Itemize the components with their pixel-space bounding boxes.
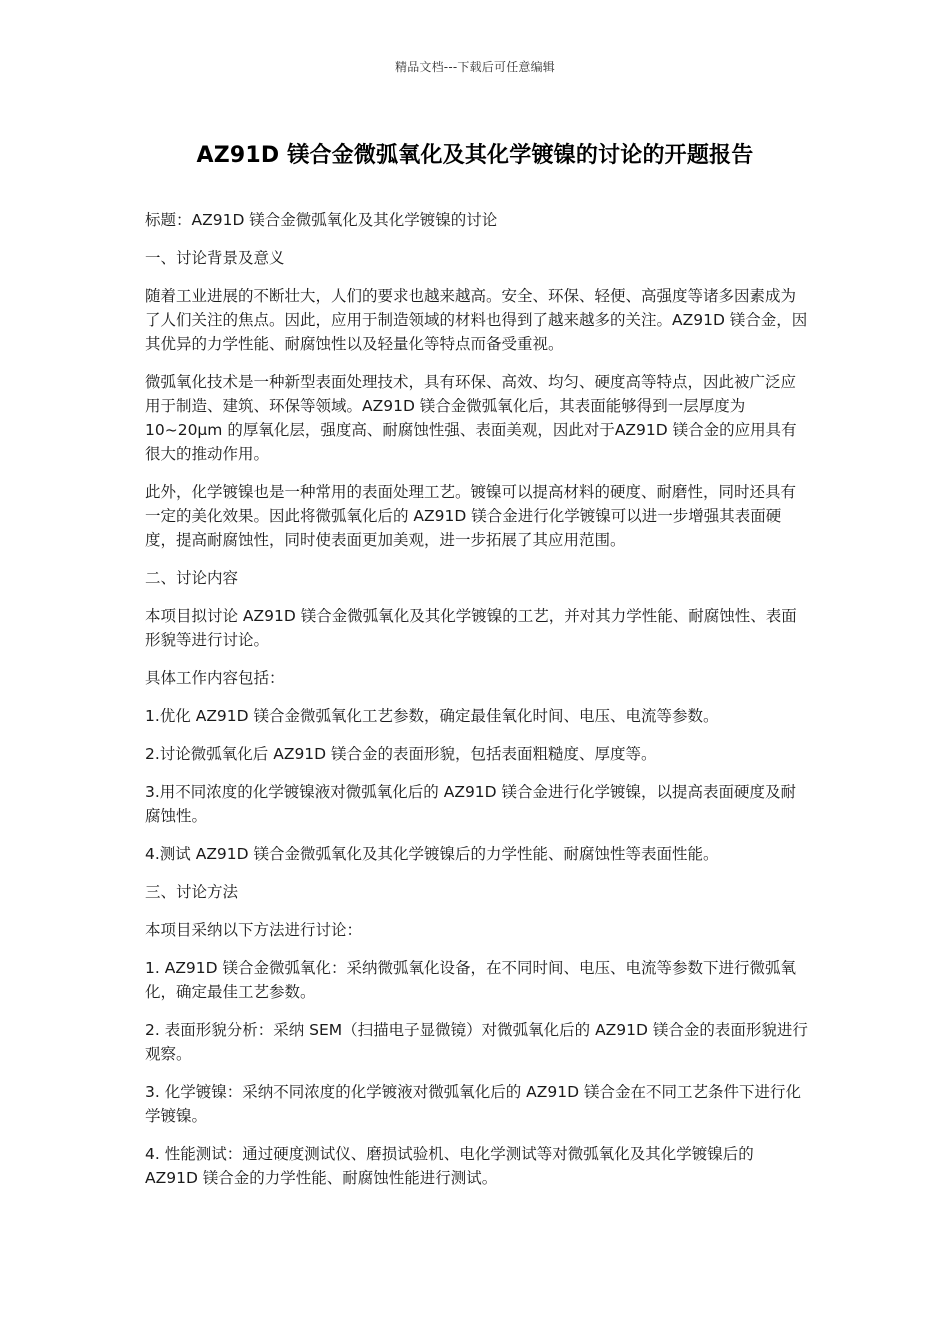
list-item-work-1: 1.优化 AZ91D 镁合金微弧氧化工艺参数，确定最佳氧化时间、电压、电流等参数。 (145, 707, 719, 725)
list-item-method-2: 2. 表面形貌分析：采纳 SEM（扫描电子显微镜）对微弧氧化后的 AZ91D 镁合金的表面形貌进行观察。 (145, 1021, 808, 1063)
paragraph-methods-intro: 本项目采纳以下方法进行讨论： (145, 921, 363, 939)
document-body (145, 208, 810, 1204)
list-item-method-3: 3. 化学镀镍：采纳不同浓度的化学镀液对微弧氧化后的 AZ91D 镁合金在不同工艺条件下进行化学镀镍。 (145, 1083, 801, 1125)
paragraph-background-2: 微弧氧化技术是一种新型表面处理技术，具有环保、高效、均匀、硬度高等特点，因此被广泛应用于制造、建筑、环保等领域。AZ91D 镁合金微弧氧化后，其表面能够得到一层厚度为 10~20μm 的厚氧化层，强度高、耐腐蚀性强、表面美观，因此对于AZ91D 镁合金的应用具有很大的推动作用。 (145, 373, 797, 463)
section-heading-background: 一、讨论背景及意义 (145, 249, 285, 267)
list-item-method-4: 4. 性能测试：通过硬度测试仪、磨损试验机、电化学测试等对微弧氧化及其化学镀镍后的 AZ91D 镁合金的力学性能、耐腐蚀性能进行测试。 (145, 1145, 754, 1187)
header-note: 精品文档---下载后可任意编辑 (395, 60, 555, 74)
paragraph-background-1: 随着工业进展的不断壮大，人们的要求也越来越高。安全、环保、轻便、高强度等诸多因素成为了人们关注的焦点。因此，应用于制造领域的材料也得到了越来越多的关注。AZ91D 镁合金，因其优异的力学性能、耐腐蚀性以及轻量化等特点而备受重视。 (145, 287, 808, 353)
document-title: AZ91D 镁合金微弧氧化及其化学镀镍的讨论的开题报告 (196, 143, 754, 168)
list-item-work-4: 4.测试 AZ91D 镁合金微弧氧化及其化学镀镍后的力学性能、耐腐蚀性等表面性能。 (145, 845, 719, 863)
paragraph-content-intro: 本项目拟讨论 AZ91D 镁合金微弧氧化及其化学镀镍的工艺，并对其力学性能、耐腐蚀性、表面形貌等进行讨论。 (145, 607, 797, 649)
paragraph-background-3: 此外，化学镀镍也是一种常用的表面处理工艺。镀镍可以提高材料的硬度、耐磨性，同时还具有一定的美化效果。因此将微弧氧化后的 AZ91D 镁合金进行化学镀镍可以进一步增强其表面硬度，提高耐腐蚀性，同时使表面更加美观，进一步拓展了其应用范围。 (145, 483, 797, 549)
list-item-work-3: 3.用不同浓度的化学镀镍液对微弧氧化后的 AZ91D 镁合金进行化学镀镍，以提高表面硬度及耐腐蚀性。 (145, 783, 797, 825)
paragraph-title-line: 标题：AZ91D 镁合金微弧氧化及其化学镀镍的讨论 (145, 211, 498, 229)
section-heading-content: 二、讨论内容 (145, 569, 239, 587)
list-item-method-1: 1. AZ91D 镁合金微弧氧化：采纳微弧氧化设备，在不同时间、电压、电流等参数下进行微弧氧化，确定最佳工艺参数。 (145, 959, 797, 1001)
paragraph-work-items-intro: 具体工作内容包括： (145, 669, 285, 687)
section-heading-methods: 三、讨论方法 (145, 883, 239, 901)
list-item-work-2: 2.讨论微弧氧化后 AZ91D 镁合金的表面形貌，包括表面粗糙度、厚度等。 (145, 745, 657, 763)
